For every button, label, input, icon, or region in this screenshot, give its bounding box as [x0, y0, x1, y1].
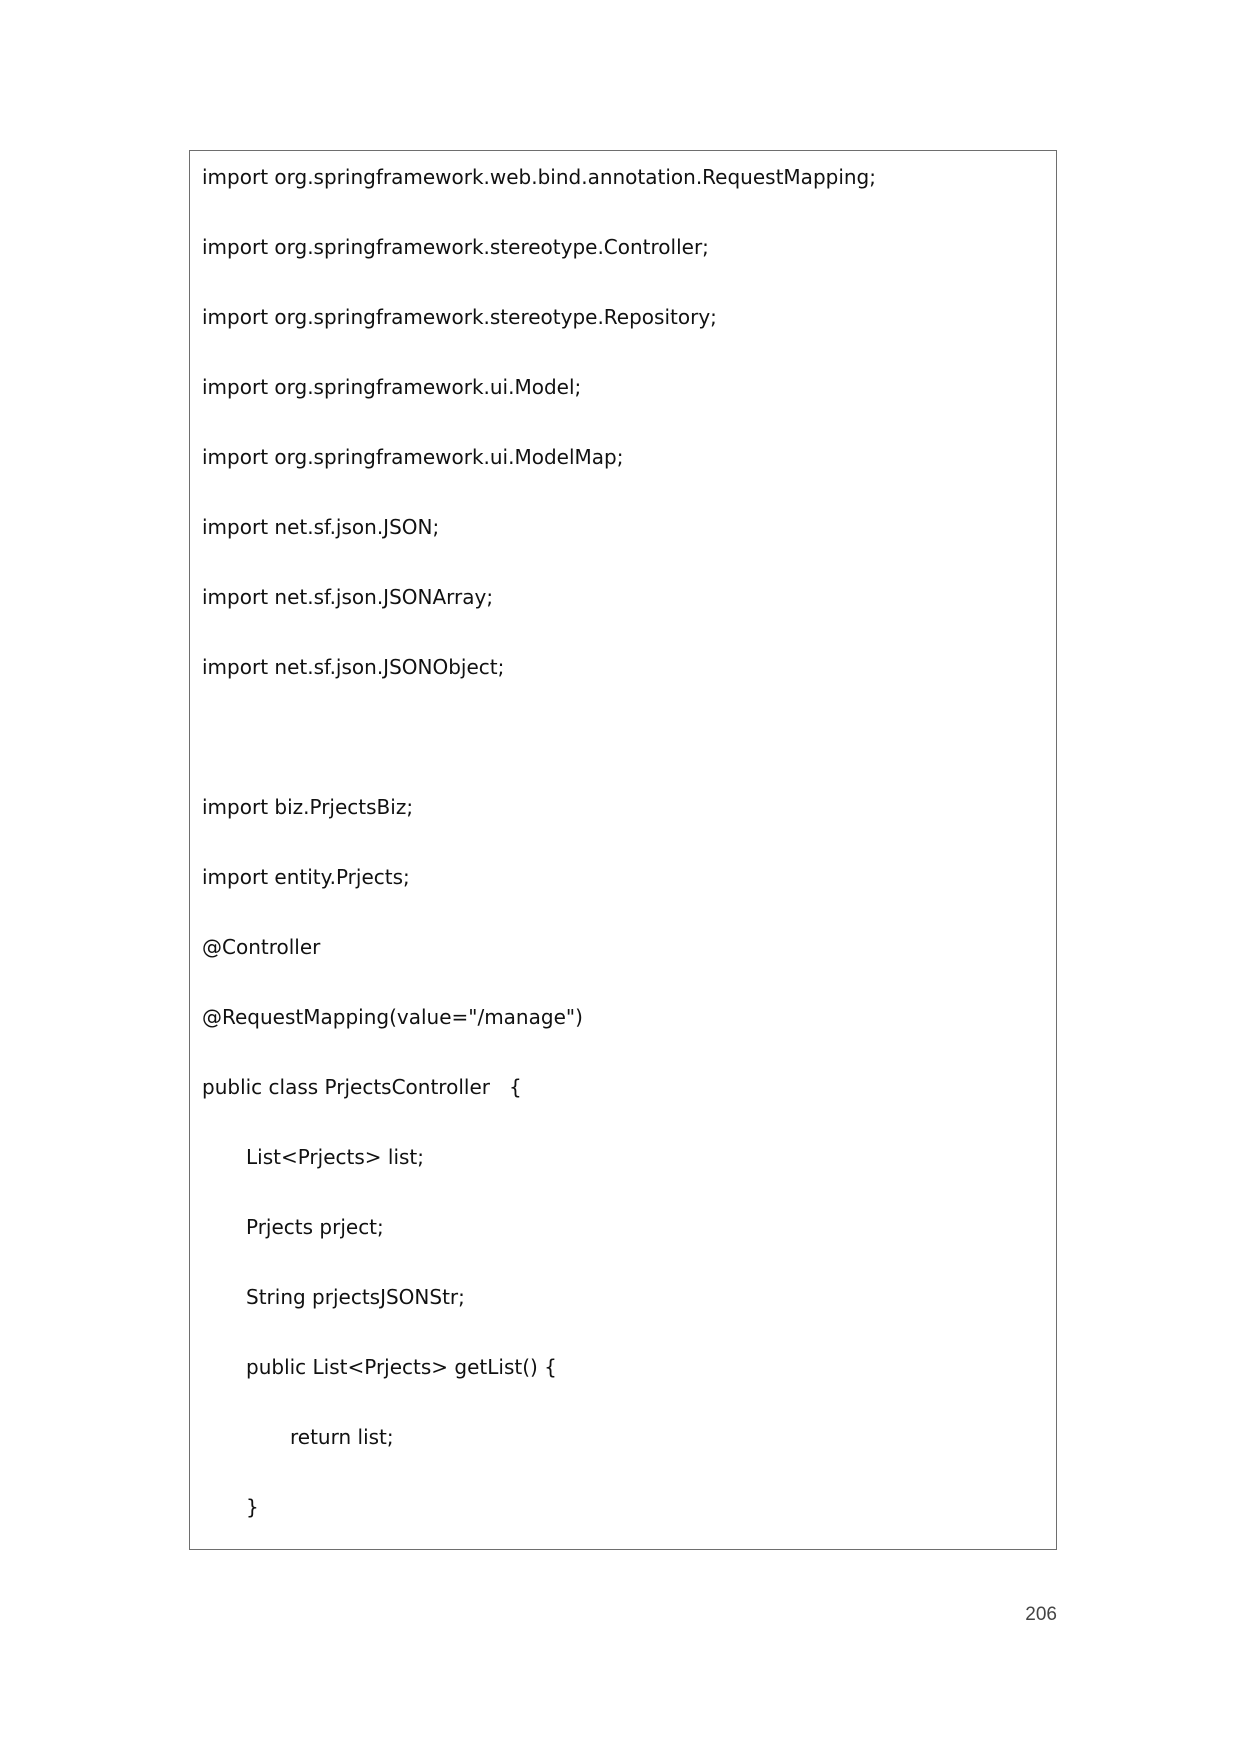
code-line-18: public List<Prjects> getList() { — [246, 1355, 557, 1379]
code-line-2: import org.springframework.stereotype.Controller; — [202, 235, 709, 259]
code-line-20: } — [246, 1495, 259, 1519]
code-line-4: import org.springframework.ui.Model; — [202, 375, 582, 399]
code-line-16: Prjects prject; — [246, 1215, 384, 1239]
code-line-8: import net.sf.json.JSONObject; — [202, 655, 505, 679]
code-listing-box — [189, 150, 1057, 1550]
page-number: 206 — [1025, 1604, 1057, 1625]
code-line-11: import entity.Prjects; — [202, 865, 410, 889]
code-line-1: import org.springframework.web.bind.annotation.RequestMapping; — [202, 165, 876, 189]
code-line-10: import biz.PrjectsBiz; — [202, 795, 414, 819]
code-line-15: List<Prjects> list; — [246, 1145, 424, 1169]
code-line-13: @RequestMapping(value="/manage") — [202, 1005, 583, 1029]
code-line-5: import org.springframework.ui.ModelMap; — [202, 445, 624, 469]
code-line-12: @Controller — [202, 935, 321, 959]
code-line-6: import net.sf.json.JSON; — [202, 515, 440, 539]
code-line-3: import org.springframework.stereotype.Repository; — [202, 305, 717, 329]
code-line-19: return list; — [290, 1425, 394, 1449]
code-line-7: import net.sf.json.JSONArray; — [202, 585, 494, 609]
code-line-14: public class PrjectsController { — [202, 1075, 522, 1099]
code-line-17: String prjectsJSONStr; — [246, 1285, 465, 1309]
